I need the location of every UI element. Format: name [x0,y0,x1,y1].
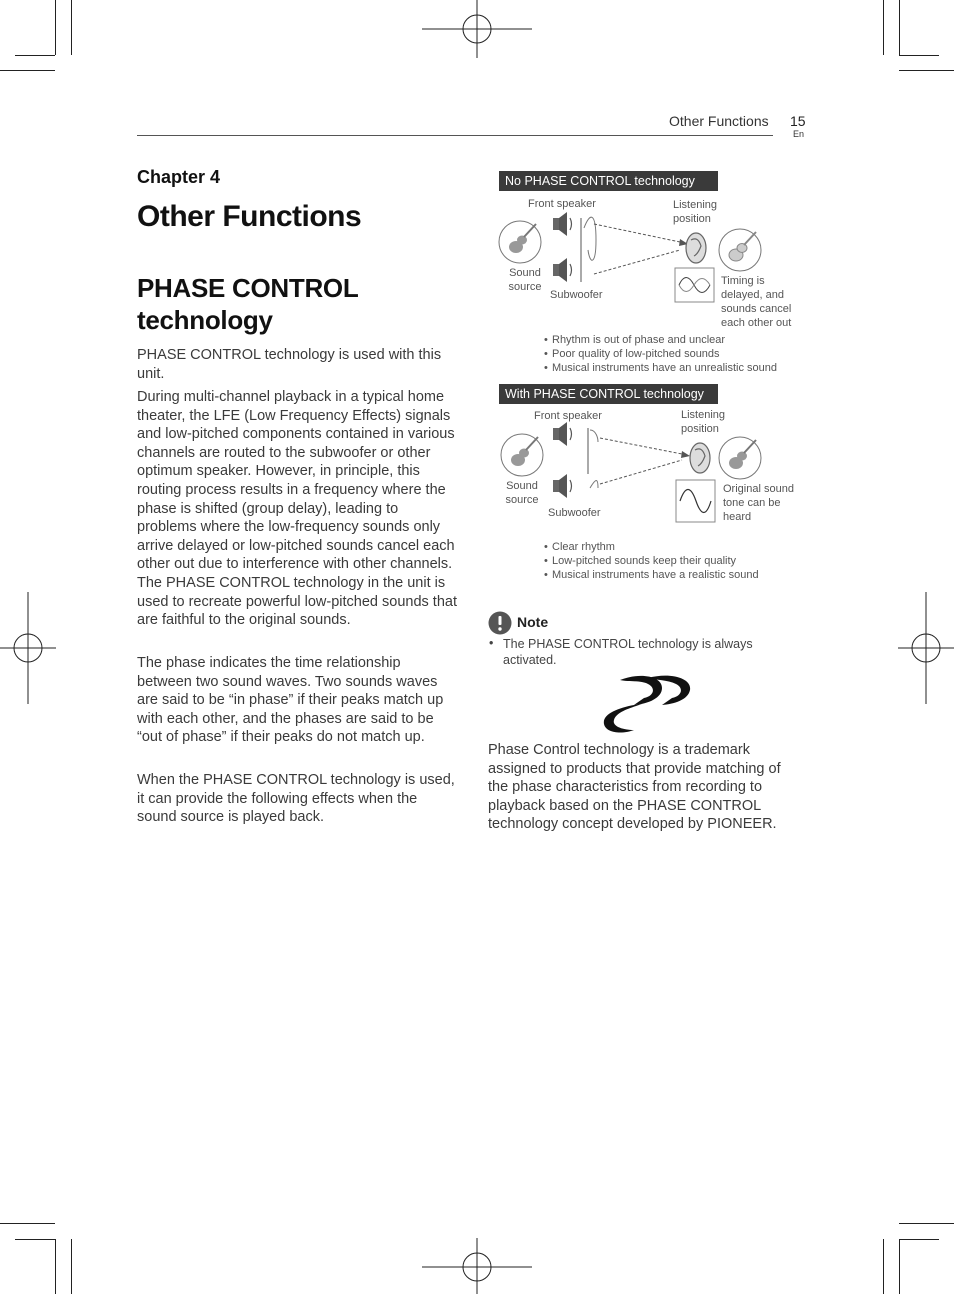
page-language: En [793,129,805,139]
ear-icon [686,233,706,263]
paragraph-phase: The phase indicates the time relationship between two sound waves. Two sounds waves are said to be “in phase” if their peaks match up with each other, and the phases are said to be “out of phase” if their peaks do not match up. [137,655,444,746]
effect-bullet: Clear rhythm [552,541,615,553]
effect-bullet: Musical instruments have an unrealistic sound [552,362,778,374]
effect-bullet: Musical instruments have a realistic sound [552,569,759,581]
diagram-graphic [498,210,798,306]
ear-icon [690,443,710,473]
diagram-label: With PHASE CONTROL technology [499,384,718,404]
phase-control-logo [600,674,692,736]
note-item: The PHASE CONTROL technology is always activated. [503,637,753,667]
paragraph-intro: PHASE CONTROL technology is used with this unit. [137,347,442,382]
chapter-label: Chapter 4 [137,167,221,187]
exclamation-icon [488,611,512,635]
sound-source-label: Sound source [508,267,542,293]
paragraph-routing: During multi-channel playback in a typical home theater, the LFE (Low Frequency Effects) signals and low-pitched components contained in various channels are routed to the subwoofer or other optimum speaker. However, in principle, this routing process results in a frequency where the phase is shifted (group delay), leading to problems where the low-frequency sounds only arrive delayed or low-pitched sounds cancel each other out due to interference with other channels. The PHASE CONTROL technology in the unit is used to recreate powerful low-pitched sounds that are faithful to the original sounds. [137,389,457,629]
subwoofer-label: Subwoofer [548,507,601,519]
running-header-title: Other Functions [669,113,769,129]
waveform-icon [675,268,714,302]
registration-mark-top [422,0,532,60]
registration-mark-left [0,592,56,704]
speaker-icon [553,258,572,282]
trademark-paragraph: Phase Control technology is a trademark assigned to products that provide matching of the phase characteristics from recording to playback based on the PHASE CONTROL technology concept developed by PIONEER. [488,742,781,833]
paragraph-effects: When the PHASE CONTROL technology is used, it can provide the following effects when the sound source is played back. [137,772,455,826]
subwoofer-label: Subwoofer [550,289,603,301]
speaker-icon [553,474,572,498]
note-title: Note [517,614,549,630]
front-speaker-label: Front speaker [534,410,602,422]
result-text: Timing is delayed, and sounds cancel each other out [721,275,792,329]
guitar-icon [499,221,541,263]
registration-mark-right [898,592,954,704]
diagram-graphic [498,422,798,526]
guitar-icon [719,229,761,271]
effect-bullet: Low-pitched sounds keep their quality [552,555,737,567]
speaker-icon [553,212,572,236]
guitar-icon [719,437,761,479]
effect-bullet: Poor quality of low-pitched sounds [552,348,720,360]
diagram-label: No PHASE CONTROL technology [499,171,718,191]
result-text: Original sound tone can be heard [723,483,794,523]
speaker-icon [553,422,572,446]
note-bullet-mark: • [489,636,494,650]
sound-source-label: Sound source [505,480,539,506]
guitar-icon [501,434,543,476]
waveform-icon [676,480,715,522]
registration-mark-bottom [422,1238,532,1294]
front-speaker-label: Front speaker [528,198,596,210]
page-title: Other Functions [137,200,362,233]
listening-position-label: Listening position [673,199,718,225]
listening-position-label: Listening position [681,409,726,435]
section-title: PHASE CONTROL technology [137,273,358,335]
page-number: 15 [790,113,806,129]
header-rule [137,135,773,136]
effect-bullet: Rhythm is out of phase and unclear [552,334,726,346]
